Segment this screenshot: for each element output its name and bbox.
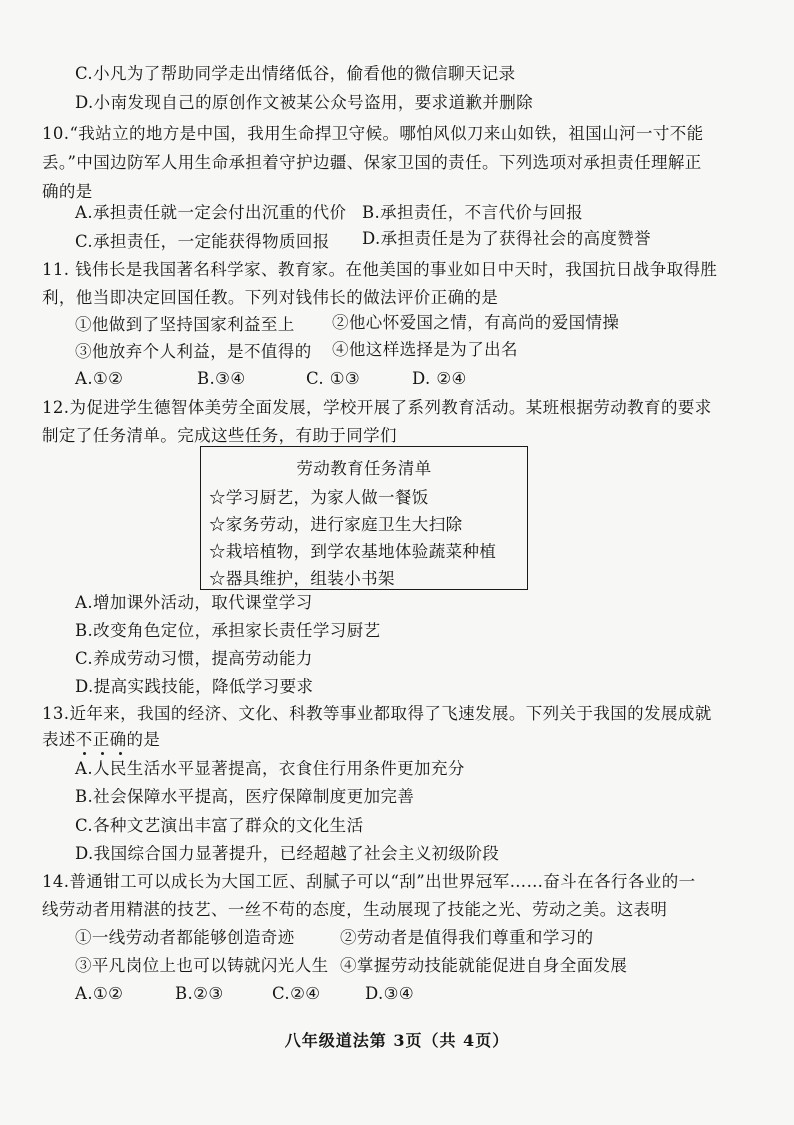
q10-stem-line-1: 10.“我站立的地方是中国，我用生命捍卫守候。哪怕风似刀来山如铁，祖国山河一寸不能 <box>42 124 704 143</box>
q9-option-c: C.小凡为了帮助同学走出情绪低谷，偷看他的微信聊天记录 <box>75 64 516 83</box>
q13-option-d: D.我国综合国力显著提升，已经超越了社会主义初级阶段 <box>75 844 500 863</box>
q10-stem-line-3: 确的是 <box>42 182 93 201</box>
q10-stem-line-2: 丢。”中国边防军人用生命承担着守护边疆、保家卫国的责任。下列选项对承担责任理解正 <box>42 153 702 172</box>
q11-stem-line-1: 11. 钱伟长是我国著名科学家、教育家。在他美国的事业如日中天时，我国抗日战争取得胜 <box>42 260 718 279</box>
q13-option-b: B.社会保障水平提高，医疗保障制度更加完善 <box>75 787 415 806</box>
q11-statement-4: ④他这样选择是为了出名 <box>332 340 518 359</box>
q12-stem-line-2: 制定了任务清单。完成这些任务，有助于同学们 <box>42 426 397 445</box>
task-list-title: 劳动教育任务清单 <box>296 459 432 478</box>
q12-option-d: D.提高实践技能，降低学习要求 <box>75 677 314 696</box>
task-list-item: ☆栽培植物，到学农基地体验蔬菜种植 <box>209 542 497 561</box>
q11-choice-a: A.①② <box>75 369 124 388</box>
q10-option-d: D.承担责任是为了获得社会的高度赞誉 <box>362 229 652 248</box>
q11-statement-3: ③他放弃个人利益，是不值得的 <box>75 342 312 361</box>
q14-choice-c: C.②④ <box>272 984 321 1003</box>
q14-choice-a: A.①② <box>75 984 124 1003</box>
q11-stem-line-2: 利，他当即决定回国任教。下列对钱伟长的做法评价正确的是 <box>42 288 499 307</box>
q13-option-c: C.各种文艺演出丰富了群众的文化生活 <box>75 816 364 835</box>
q11-choice-d: D. ②④ <box>412 369 467 388</box>
q11-choice-c: C. ①③ <box>306 369 361 388</box>
q12-stem-line-1: 12.为促进学生德智体美劳全面发展，学校开展了系列教育活动。某班根据劳动教育的要求 <box>42 398 712 417</box>
q9-option-d: D.小南发现自己的原创作文被某公众号盗用，要求道歉并删除 <box>75 93 534 112</box>
q10-option-a: A.承担责任就一定会付出沉重的代价 <box>75 203 347 222</box>
q14-stem-line-1: 14.普通钳工可以成长为大国工匠、刮腻子可以“刮”出世界冠军……奋斗在各行各业的一 <box>42 872 696 891</box>
emphasis-dot <box>83 752 86 755</box>
q11-choice-b: B.③④ <box>197 369 246 388</box>
q10-option-b: B.承担责任，不言代价与回报 <box>362 203 583 222</box>
q14-statement-2: ②劳动者是值得我们尊重和学习的 <box>340 928 594 947</box>
q12-option-c: C.养成劳动习惯，提高劳动能力 <box>75 649 313 668</box>
emphasis-dot <box>119 752 122 755</box>
q10-option-c: C.承担责任，一定能获得物质回报 <box>75 232 330 251</box>
q14-statement-3: ③平凡岗位上也可以铸就闪光人生 <box>75 956 329 975</box>
task-list-box <box>200 446 528 590</box>
task-list-item: ☆家务劳动，进行家庭卫生大扫除 <box>209 515 463 534</box>
q13-stem-line-2: 表述不正确的是 <box>42 730 161 749</box>
q11-statement-1: ①他做到了坚持国家利益至上 <box>75 315 295 334</box>
emphasis-dot <box>101 752 104 755</box>
q14-statement-4: ④掌握劳动技能就能促进自身全面发展 <box>340 956 628 975</box>
q13-stem-line-1: 13.近年来，我国的经济、文化、科教等事业都取得了飞速发展。下列关于我国的发展成就 <box>42 704 712 723</box>
q14-choice-b: B.②③ <box>175 984 224 1003</box>
q12-option-b: B.改变角色定位，承担家长责任学习厨艺 <box>75 621 381 640</box>
q14-choice-d: D.③④ <box>365 984 415 1003</box>
page-footer: 八年级道法第 3页（共 4页） <box>284 1031 510 1050</box>
task-list-item: ☆学习厨艺，为家人做一餐饭 <box>209 488 429 507</box>
q11-statement-2: ②他心怀爱国之情，有高尚的爱国情操 <box>332 313 620 332</box>
q14-stem-line-2: 线劳动者用精湛的技艺、一丝不苟的态度，生动展现了技能之光、劳动之美。这表明 <box>42 900 668 919</box>
q14-statement-1: ①一线劳动者都能够创造奇迹 <box>75 928 295 947</box>
q13-option-a: A.人民生活水平显著提高，衣食住行用条件更加充分 <box>75 759 465 778</box>
q12-option-a: A.增加课外活动，取代课堂学习 <box>75 593 313 612</box>
task-list-item: ☆器具维护，组装小书架 <box>209 569 395 588</box>
